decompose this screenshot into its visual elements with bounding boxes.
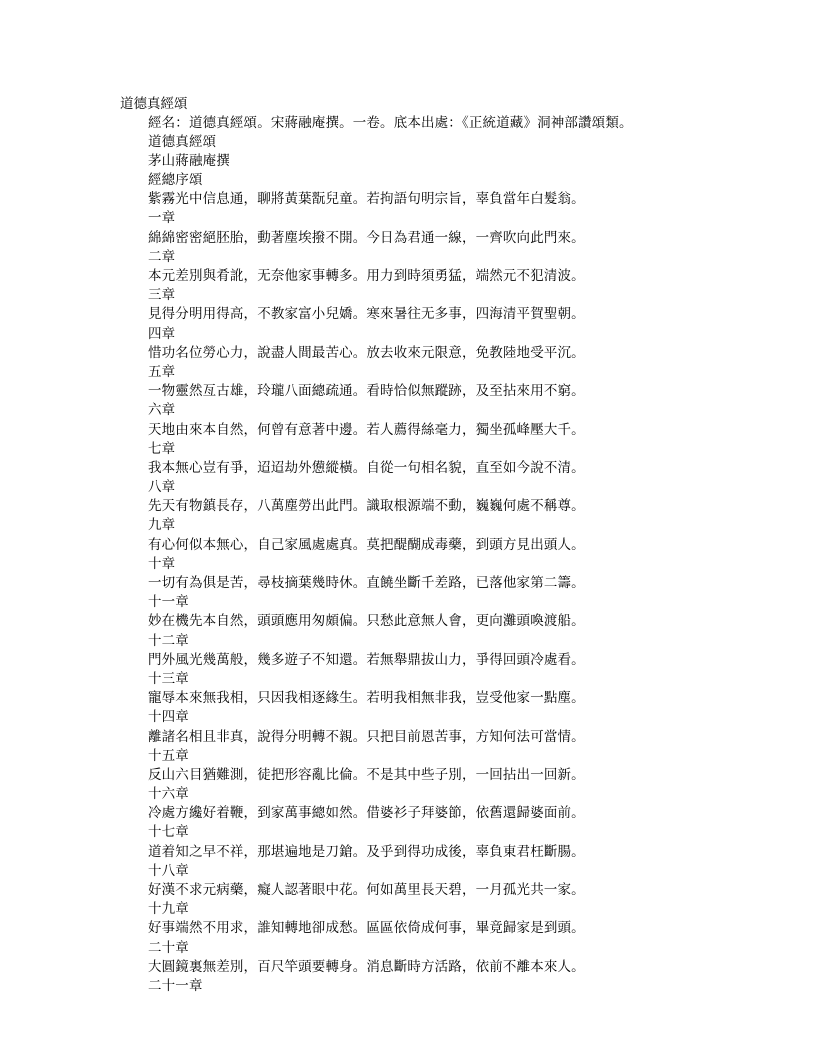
document-title: 道德真經頌 (120, 96, 188, 112)
text-line: 十四章 (148, 709, 189, 726)
text-line: 綿綿密密絕胚胎，動著塵埃撥不開。今日為君通一線，一齊吹向此門來。 (148, 229, 585, 246)
text-line: 十七章 (148, 824, 189, 841)
text-line: 十一章 (148, 594, 189, 611)
text-line: 十三章 (148, 670, 189, 687)
text-line: 一物靈然亙古雄，玲瓏八面總疏通。看時恰似無蹤跡，及至拈來用不窮。 (148, 383, 585, 400)
text-line: 十六章 (148, 786, 189, 803)
text-line: 七章 (148, 440, 176, 457)
text-line: 我本無心豈有爭，迢迢劫外憊縱橫。自從一句相名貌，直至如今說不清。 (148, 459, 585, 476)
text-line: 一切有為俱是苦，尋枝摘葉幾時休。直饒坐斷千差路，已落他家第二籌。 (148, 575, 585, 591)
text-line: 好漢不求元病藥，癡人認著眼中花。何如萬里長天碧，一月孤光共一家。 (148, 882, 585, 898)
text-line: 二十一章 (148, 977, 203, 994)
text-line: 道德真經頌 (148, 133, 217, 150)
text-line: 先天有物鎮長存，八萬塵勞出此門。識取根源端不動，巍巍何處不稱尊。 (148, 498, 585, 515)
text-line: 見得分明用得高，不教家富小兒嬌。寒來暑往无多事，四海清平賀聖朝。 (148, 306, 585, 323)
text-line: 紫霧光中信息通，聊將黃葉翫兒童。若拘語句明宗旨，辜負當年白髮翁。 (148, 191, 585, 208)
text-line: 離諸名相且非真，說得分明轉不親。只把目前恩苦事，方知何法可當情。 (148, 728, 585, 745)
text-line: 十八章 (148, 862, 189, 879)
text-line: 茅山蔣融庵撰 (148, 152, 230, 169)
text-line: 道着知之早不祥，那堪遍地是刀鎗。及乎到得功成後，辜負東君枉斷腸。 (148, 843, 585, 860)
text-line: 二章 (148, 248, 176, 265)
text-line: 本元差別與肴訛，无奈他家事轉多。用力到時須勇猛，端然元不犯清波。 (148, 268, 585, 284)
text-line: 四章 (148, 325, 176, 342)
text-line: 門外風光幾萬般，幾多遊子不知還。若無舉鼎拔山力，爭得回頭冷處看。 (148, 651, 585, 668)
text-line: 八章 (148, 479, 176, 496)
text-line: 經名：道德真經頌。宋蔣融庵撰。一卷。底本出處：《正統道藏》洞神部讚頌類。 (148, 114, 633, 131)
text-line: 一章 (148, 210, 176, 227)
text-line: 寵辱本來無我相，只因我相逐緣生。若明我相無非我，豈受他家一點塵。 (148, 690, 585, 707)
text-line: 好事端然不用求，誰知轉地卻成愁。區區依倚成何事，畢竟歸家是到頭。 (148, 920, 585, 937)
text-line: 十九章 (148, 901, 189, 918)
text-line: 二十章 (148, 939, 189, 956)
text-line: 十章 (148, 555, 176, 572)
text-line: 惜功名位勞心力，說盡人間最苦心。放去收來元限意，免教陸地受平沉。 (148, 344, 585, 361)
text-line: 有心何似本無心，自己家風處處真。莫把醍醐成毒藥，到頭方見出頭人。 (148, 536, 585, 553)
text-line: 十二章 (148, 632, 189, 649)
text-line: 天地由來本自然，何曾有意著中邊。若人薦得絲毫力，獨坐孤峰壓大千。 (148, 421, 585, 438)
text-line: 九章 (148, 517, 176, 534)
text-line: 大圓鏡裏無差別，百尺竿頭要轉身。消息斷時方活路，依前不離本來人。 (148, 958, 585, 975)
text-line: 三章 (148, 287, 176, 304)
text-line: 妙在機先本自然，頭頭應用匆頗偏。只愁此意無人會，更向灘頭喚渡船。 (148, 613, 585, 630)
text-line: 反山六目猶難測，徒把形容亂比倫。不是其中些子別，一回拈出一回新。 (148, 766, 585, 783)
text-line: 十五章 (148, 747, 189, 764)
text-line: 經總序頌 (148, 172, 203, 189)
text-line: 冷處方纔好着鞭，到家萬事總如然。借婆衫子拜婆節，依舊還歸婆面前。 (148, 805, 585, 822)
text-line: 六章 (148, 402, 176, 419)
text-line: 五章 (148, 363, 176, 380)
document-body (148, 114, 808, 997)
